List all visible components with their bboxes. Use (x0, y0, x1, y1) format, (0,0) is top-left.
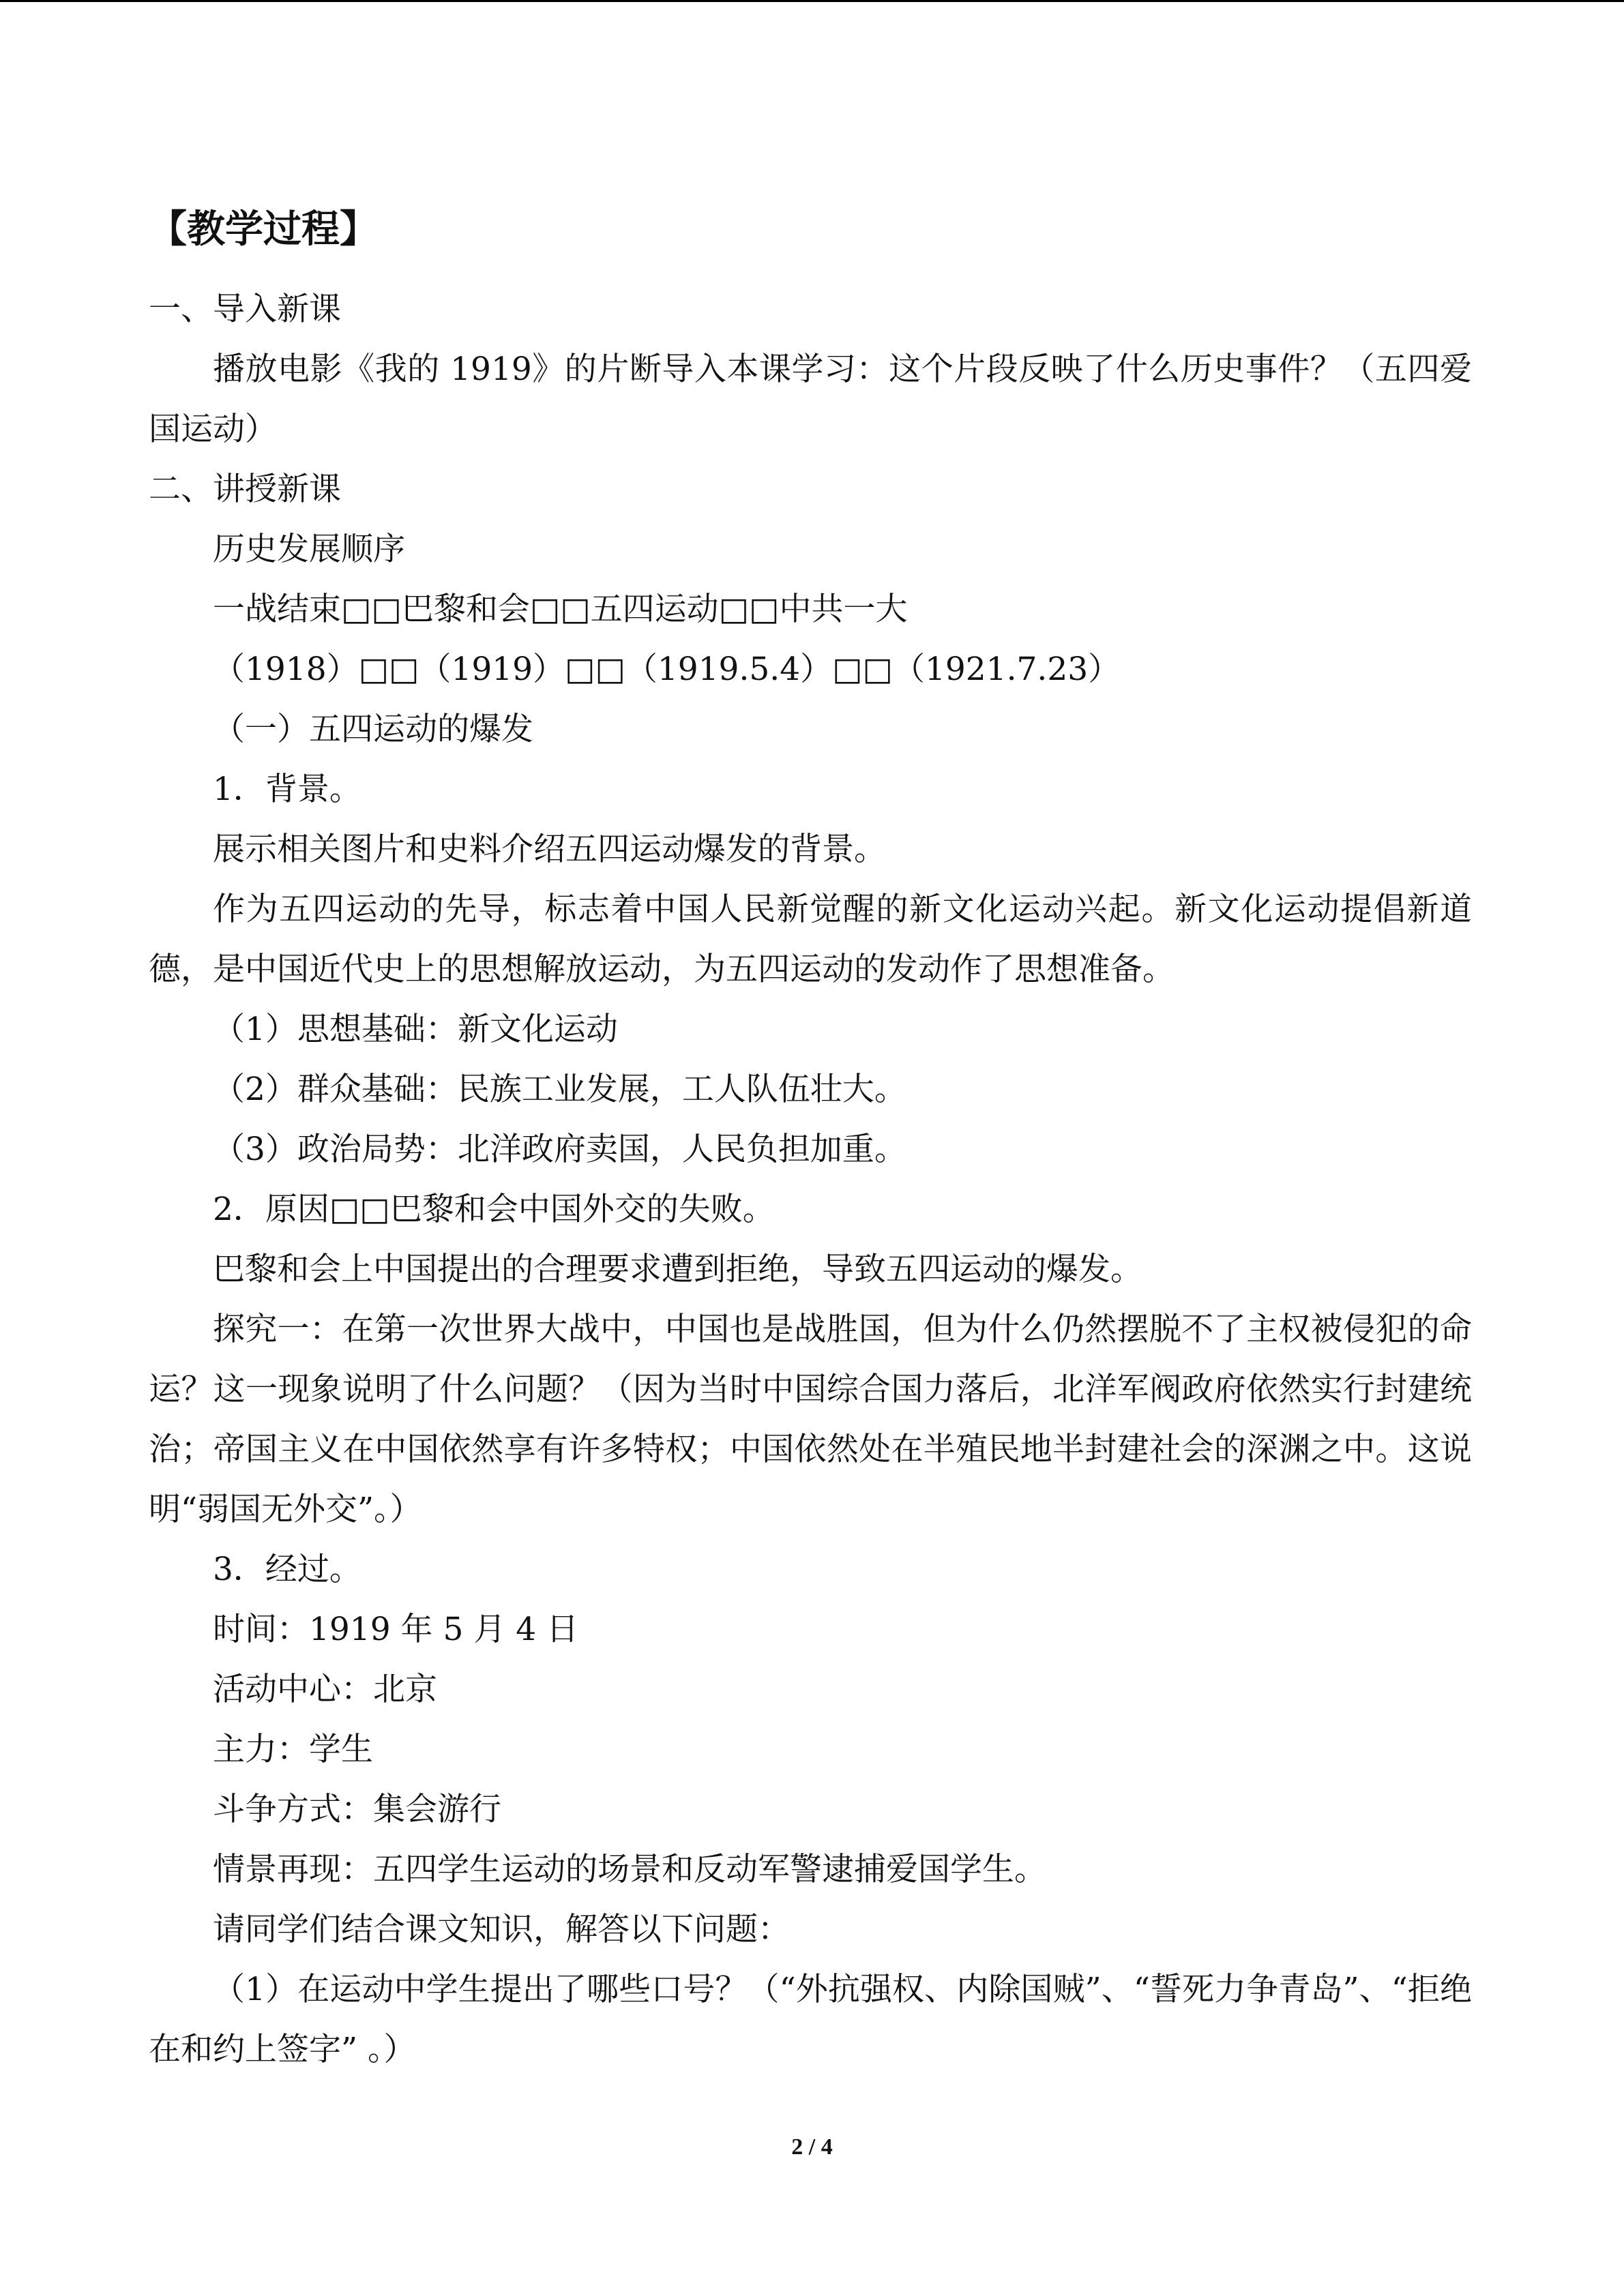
timeline-dates: （1918）□□（1919）□□（1919.5.4）□□（1921.7.23） (213, 651, 1121, 688)
process-method: 斗争方式：集会游行 (213, 1791, 501, 1828)
question-intro: 请同学们结合课文知识，解答以下问题： (213, 1911, 790, 1948)
process-title: 3．经过。 (213, 1551, 361, 1588)
process-time: 时间：1919 年 5 月 4 日 (213, 1611, 579, 1648)
timeline-events: 一战结束□□巴黎和会□□五四运动□□中共一大 (213, 591, 908, 628)
section-teach-title: 二、讲授新课 (149, 471, 341, 508)
page-number: 2 / 4 (791, 2134, 833, 2160)
section-import-title: 一、导入新课 (149, 290, 341, 328)
process-scene: 情景再现：五四学生运动的场景和反动军警逮捕爱国学生。 (213, 1851, 1046, 1888)
background-item-3: （3）政治局势：北洋政府卖国，人民负担加重。 (213, 1131, 906, 1168)
section-import-paragraph: 播放电影《我的 1919》的片断导入本课学习：这个片段反映了什么历史事件？（五四爱国运动） (149, 351, 1472, 448)
background-paragraph: 作为五四运动的先导，标志着中国人民新觉醒的新文化运动兴起。新文化运动提倡新道德，是中国近代史上的思想解放运动，为五四运动的发动作了思想准备。 (149, 891, 1472, 988)
background-line: 展示相关图片和史料介绍五四运动爆发的背景。 (213, 831, 886, 868)
background-title: 1．背景。 (213, 771, 361, 808)
subsection-outbreak-title: （一）五四运动的爆发 (213, 711, 533, 748)
document-page (149, 205, 1472, 2080)
question-1-paragraph: （1）在运动中学生提出了哪些口号？（“外抗强权、内除国贼”、“誓死力争青岛”、“拒绝在和约上签字” 。） (149, 1971, 1472, 2068)
cause-title: 2．原因□□巴黎和会中国外交的失败。 (213, 1191, 775, 1228)
process-main-force: 主力：学生 (213, 1731, 373, 1768)
cause-line: 巴黎和会上中国提出的合理要求遭到拒绝，导致五四运动的爆发。 (213, 1251, 1142, 1288)
background-item-2: （2）群众基础：民族工业发展，工人队伍壮大。 (213, 1071, 906, 1108)
page-top-border (0, 0, 1624, 2)
teaching-process-heading: 【教学过程】 (149, 207, 378, 252)
explore-paragraph: 探究一：在第一次世界大战中，中国也是战胜国，但为什么仍然摆脱不了主权被侵犯的命运？这一现象说明了什么问题？（因为当时中国综合国力落后，北洋军阀政府依然实行封建统治；帝国主义在中国依然享有许多特权；中国依然处在半殖民地半封建社会的深渊之中。这说明“弱国无外交”。） (149, 1311, 1472, 1528)
process-center: 活动中心：北京 (213, 1671, 437, 1708)
timeline-title: 历史发展顺序 (213, 531, 405, 568)
background-item-1: （1）思想基础：新文化运动 (213, 1011, 618, 1048)
